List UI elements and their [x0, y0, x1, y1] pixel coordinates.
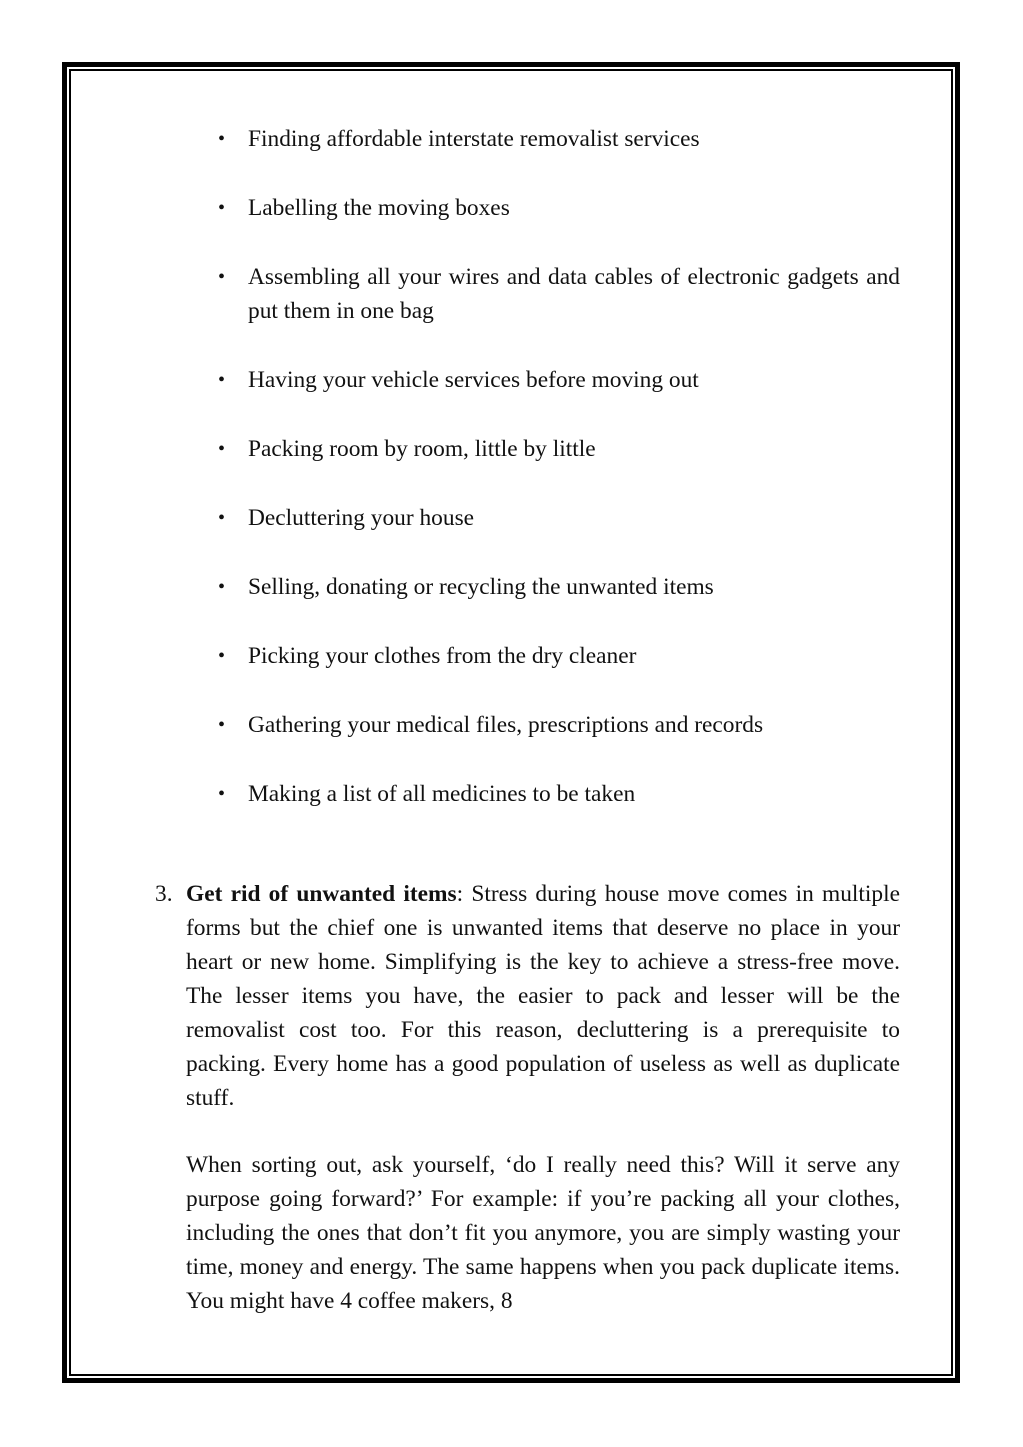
- numbered-section: [155, 877, 900, 1115]
- list-item: [218, 501, 900, 535]
- list-item: [218, 191, 900, 225]
- bullet-icon: •: [218, 369, 226, 391]
- list-item-text: Selling, donating or recycling the unwanted items: [248, 574, 714, 600]
- list-item-text: Making a list of all medicines to be taken: [248, 781, 636, 807]
- section-body-text: : Stress during house move comes in multiple forms but the chief one is unwanted items that deserve no place in your heart or new home. Simplifying is the key to achieve a stress-free move. The lesser items you have, the easier to pack and lesser will be the removalist cost too. For this reason, decluttering is a prerequisite to packing. Every home has a good population of useless as well as duplicate stuff.: [186, 881, 900, 1111]
- section-heading: Get rid of unwanted items: [186, 881, 457, 907]
- list-item-text: Gathering your medical files, prescriptions and records: [248, 712, 764, 738]
- list-item: [218, 363, 900, 397]
- list-item-text: Labelling the moving boxes: [248, 195, 510, 221]
- list-item: [218, 432, 900, 466]
- bullet-icon: •: [218, 507, 226, 529]
- list-item-text: Picking your clothes from the dry cleaner: [248, 643, 637, 669]
- section-paragraph-2: When sorting out, ask yourself, ‘do I really need this? Will it serve any purpose going forward?’ For example: if you’re packing all your clothes, including the ones that don’t fit you anymore, you are simply wasting your time, money and energy. The same happens when you pack duplicate items. You might have 4 coffee makers, 8: [186, 1152, 900, 1314]
- bullet-icon: •: [218, 783, 226, 805]
- list-item: [218, 708, 900, 742]
- list-item-text: Finding affordable interstate removalist services: [248, 126, 700, 152]
- bullet-icon: •: [218, 576, 226, 598]
- list-item: [218, 570, 900, 604]
- list-item-text: Packing room by room, little by little: [248, 436, 596, 462]
- section-paragraph: [186, 877, 900, 1115]
- bullet-icon: •: [218, 645, 226, 667]
- bullet-icon: •: [218, 197, 226, 219]
- list-item: [218, 639, 900, 673]
- bullet-icon: •: [218, 438, 226, 460]
- bullet-icon: •: [218, 714, 226, 736]
- list-item: [218, 777, 900, 811]
- list-item-text: Having your vehicle services before moving out: [248, 367, 699, 393]
- section-number: 3.: [155, 881, 173, 907]
- list-item-text: Assembling all your wires and data cables of electronic gadgets and put them in one bag: [248, 264, 900, 324]
- list-item: [218, 122, 900, 156]
- list-item: [218, 260, 900, 328]
- list-item-text: Decluttering your house: [248, 505, 475, 531]
- bullet-icon: •: [218, 266, 226, 288]
- bullet-icon: •: [218, 128, 226, 150]
